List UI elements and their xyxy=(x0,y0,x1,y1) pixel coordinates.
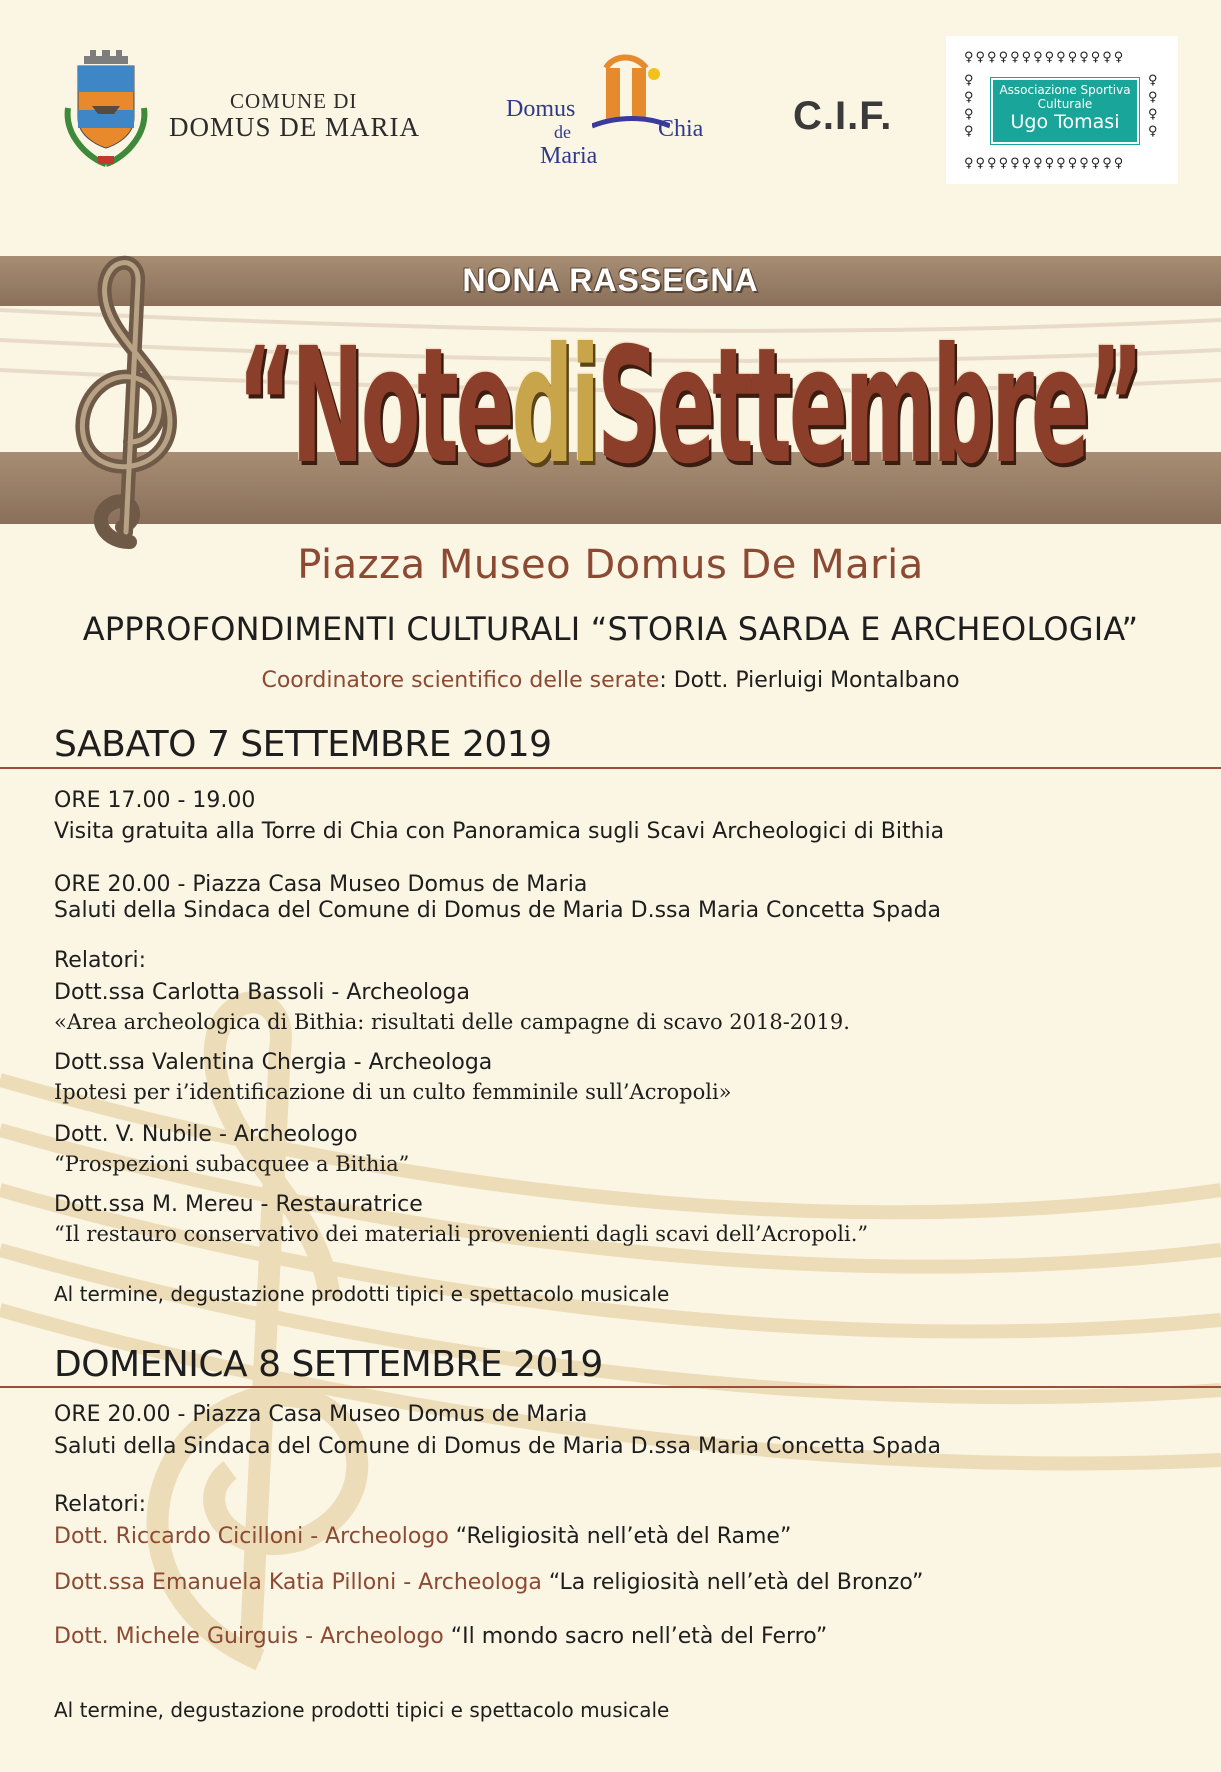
day2-speaker-1: Dott. Riccardo Cicilloni - Archeologo xyxy=(54,1524,449,1549)
treble-clef-icon xyxy=(60,252,190,552)
day1-slot2-desc: Saluti della Sindaca del Comune di Domus de Maria D.ssa Maria Concetta Spada xyxy=(54,898,942,923)
domus-logo-word4: Chia xyxy=(658,116,704,142)
figures-col-left-icon: ♀ ♀ ♀ ♀ xyxy=(964,73,974,139)
coordinator-label: Coordinatore scientifico delle serate xyxy=(261,668,660,693)
day1-talk-2: Ipotesi per i’identificazione di un culto femminile sull’Acropoli» xyxy=(54,1080,732,1104)
association-logo xyxy=(946,36,1178,184)
day2-speaker-2: Dott.ssa Emanuela Katia Pilloni - Archeologa xyxy=(54,1570,542,1595)
day1-talk-1: «Area archeologica di Bithia: risultati delle campagne di scavo 2018-2019. xyxy=(54,1010,850,1034)
day1-speaker-3: Dott. V. Nubile - Archeologo xyxy=(54,1122,358,1147)
day2-talk-1: “Religiosità nell’età del Rame” xyxy=(448,1524,792,1549)
coordinator xyxy=(0,668,1221,693)
day1-speaker-1: Dott.ssa Carlotta Bassoli - Archeologa xyxy=(54,980,471,1005)
comune-name-line2: DOMUS DE MARIA xyxy=(169,112,421,142)
day2-speaker-row-2 xyxy=(54,1570,923,1595)
venue: Piazza Museo Domus De Maria xyxy=(297,542,924,588)
title-settembre: Settembre” xyxy=(596,312,1141,499)
day1-talk-3: “Prospezioni subacquee a Bithia” xyxy=(54,1152,410,1176)
comune-crest-icon xyxy=(62,48,150,172)
day1-slot1-time: ORE 17.00 - 19.00 xyxy=(54,788,256,813)
day2-closing: Al termine, degustazione prodotti tipici e spettacolo musicale xyxy=(54,1698,670,1722)
title-note: “Note xyxy=(237,312,512,499)
day1-rule xyxy=(0,767,1221,769)
edition-label: NONA RASSEGNA xyxy=(462,262,759,298)
day1-slot2-time: ORE 20.00 - Piazza Casa Museo Domus de Maria xyxy=(54,872,588,897)
day2-talk-2: “La religiosità nell’età del Bronzo” xyxy=(541,1570,924,1595)
figures-col-right-icon: ♀ ♀ ♀ ♀ xyxy=(1148,73,1158,139)
title-di: di xyxy=(511,312,597,499)
domus-logo-word1: Domus xyxy=(506,96,576,122)
day2-rule xyxy=(0,1386,1221,1388)
day1-heading: SABATO 7 SETTEMBRE 2019 xyxy=(54,724,552,765)
day2-relatori-label: Relatori: xyxy=(54,1492,147,1517)
figures-row-bottom-icon: ♀♀♀♀♀♀♀♀♀♀♀♀♀♀ xyxy=(964,156,1126,171)
day2-heading: DOMENICA 8 SETTEMBRE 2019 xyxy=(54,1344,603,1385)
day1-speaker-2: Dott.ssa Valentina Chergia - Archeologa xyxy=(54,1050,493,1075)
cif-logo: C.I.F. xyxy=(793,94,893,138)
domus-logo-word2: de xyxy=(554,122,571,142)
day2-speaker-3: Dott. Michele Guirguis - Archeologo xyxy=(54,1624,444,1649)
day1-speaker-4: Dott.ssa M. Mereu - Restauratrice xyxy=(54,1192,423,1217)
day2-talk-3: “Il mondo sacro nell’età del Ferro” xyxy=(443,1624,828,1649)
figures-row-top-icon: ♀♀♀♀♀♀♀♀♀♀♀♀♀♀ xyxy=(964,50,1126,65)
day2-slot-desc: Saluti della Sindaca del Comune di Domus de Maria D.ssa Maria Concetta Spada xyxy=(54,1434,942,1459)
day1-closing: Al termine, degustazione prodotti tipici e spettacolo musicale xyxy=(54,1282,670,1306)
day1-slot1-desc: Visita gratuita alla Torre di Chia con Panoramica sugli Scavi Archeologici di Bithia xyxy=(54,819,945,844)
day1-relatori-label: Relatori: xyxy=(54,948,147,973)
event-title xyxy=(237,312,1141,499)
association-line1: Associazione Sportiva xyxy=(999,83,1131,97)
day2-slot-time: ORE 20.00 - Piazza Casa Museo Domus de Maria xyxy=(54,1402,588,1427)
theme: APPROFONDIMENTI CULTURALI “STORIA SARDA E ARCHEOLOGIA” xyxy=(82,610,1139,648)
domus-logo-word3: Maria xyxy=(540,143,598,169)
day2-speaker-row-1 xyxy=(54,1524,791,1549)
comune-name-line1: COMUNE DI xyxy=(230,89,358,113)
day1-talk-4: “Il restauro conservativo dei materiali provenienti dagli scavi dell’Acropoli.” xyxy=(54,1222,869,1246)
association-name: Ugo Tomasi xyxy=(1010,111,1120,133)
coordinator-name: : Dott. Pierluigi Montalbano xyxy=(659,668,960,693)
day2-speaker-row-3 xyxy=(54,1624,827,1649)
association-line2: Culturale xyxy=(1037,97,1093,111)
